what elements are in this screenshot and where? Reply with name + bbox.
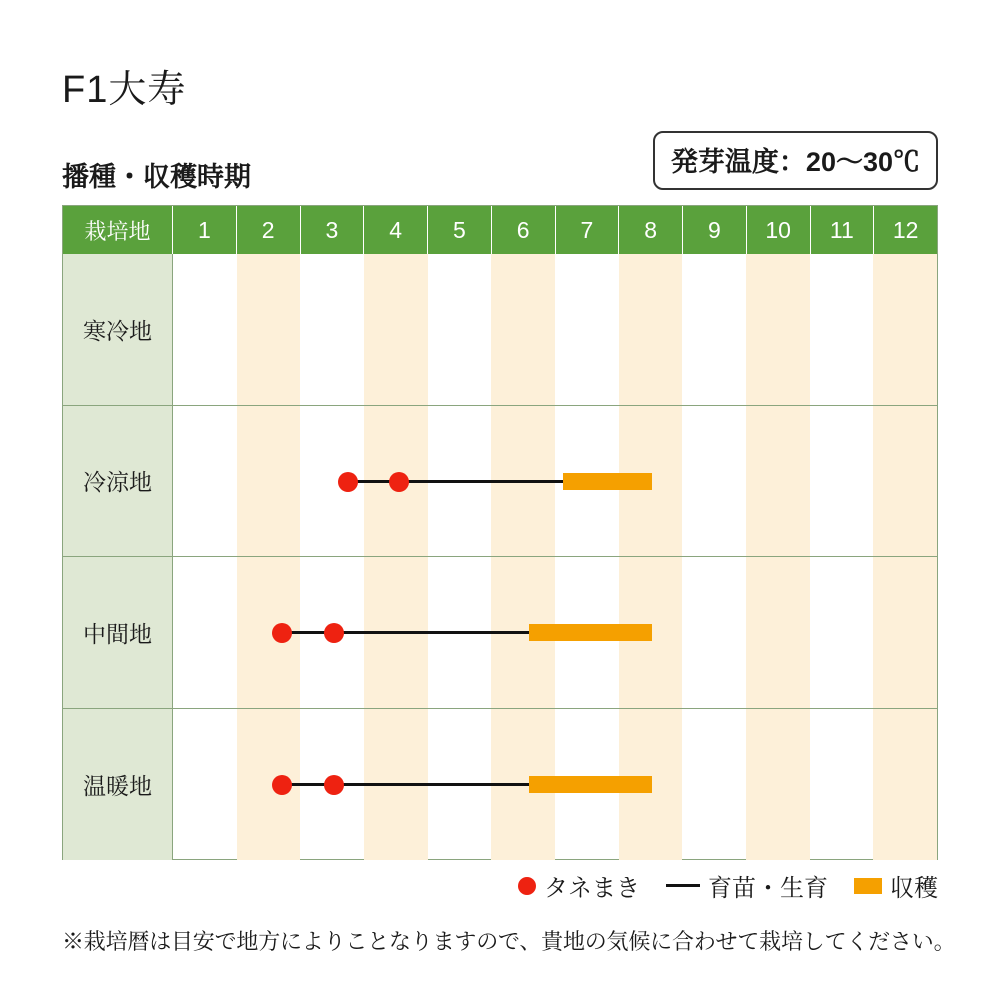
legend-label-growing: 育苗・生育: [708, 875, 828, 902]
calendar-header-row: [63, 206, 937, 254]
row-label-region: 温暖地: [63, 709, 173, 861]
column-header-region: 栽培地: [63, 206, 173, 254]
row-track: [173, 557, 937, 708]
column-header-month: 9: [683, 206, 747, 254]
seeding-dot: [272, 623, 292, 643]
seeding-dot: [338, 472, 358, 492]
seeding-dot: [324, 623, 344, 643]
row-track: [173, 254, 937, 405]
row-label-region: 冷涼地: [63, 406, 173, 557]
growing-line: [283, 783, 531, 786]
row-label-region: 寒冷地: [63, 254, 173, 405]
growing-line: [349, 480, 563, 483]
seeding-dot-icon: [518, 877, 536, 895]
growing-line: [283, 631, 531, 634]
column-header-month: 1: [173, 206, 237, 254]
harvest-bar: [529, 776, 652, 793]
seeding-dot: [324, 775, 344, 795]
column-header-month: 11: [811, 206, 875, 254]
calendar-rows: [63, 254, 937, 860]
table-row: [63, 709, 937, 861]
section-label: 播種・収穫時期: [62, 162, 251, 192]
legend-item-growing: [666, 868, 828, 903]
row-track: [173, 709, 937, 861]
chart-legend: [518, 868, 938, 903]
legend-label-seeding: タネまき: [544, 875, 640, 902]
row-label-region: 中間地: [63, 557, 173, 708]
column-header-month: 3: [301, 206, 365, 254]
legend-item-seeding: [518, 868, 640, 903]
seeding-dot: [272, 775, 292, 795]
column-header-month: 12: [892, 216, 919, 243]
column-header-month: 4: [364, 206, 428, 254]
column-header-month: 8: [619, 206, 683, 254]
table-row: [63, 254, 937, 406]
germination-temperature-badge: 発芽温度：20〜30℃: [653, 131, 938, 190]
column-header-month: 6: [492, 206, 556, 254]
growing-line-icon: [666, 884, 700, 887]
legend-item-harvest: [854, 868, 938, 903]
seeding-dot: [389, 472, 409, 492]
column-header-month: 7: [556, 206, 620, 254]
harvest-bar-icon: [854, 878, 882, 894]
cultivation-calendar: [62, 205, 938, 860]
page-title: F1大寿: [62, 69, 187, 111]
column-header-month: 10: [747, 206, 811, 254]
table-row: [63, 406, 937, 558]
row-track: [173, 406, 937, 557]
footnote: ※栽培暦は目安で地方によりことなりますので、貴地の気候に合わせて栽培してください。: [62, 929, 956, 954]
column-header-month: 2: [237, 206, 301, 254]
legend-label-harvest: 収穫: [890, 875, 938, 902]
column-header-month: 5: [428, 206, 492, 254]
table-row: [63, 557, 937, 709]
calendar-body: [63, 254, 937, 860]
harvest-bar: [529, 624, 652, 641]
harvest-bar: [563, 473, 652, 490]
